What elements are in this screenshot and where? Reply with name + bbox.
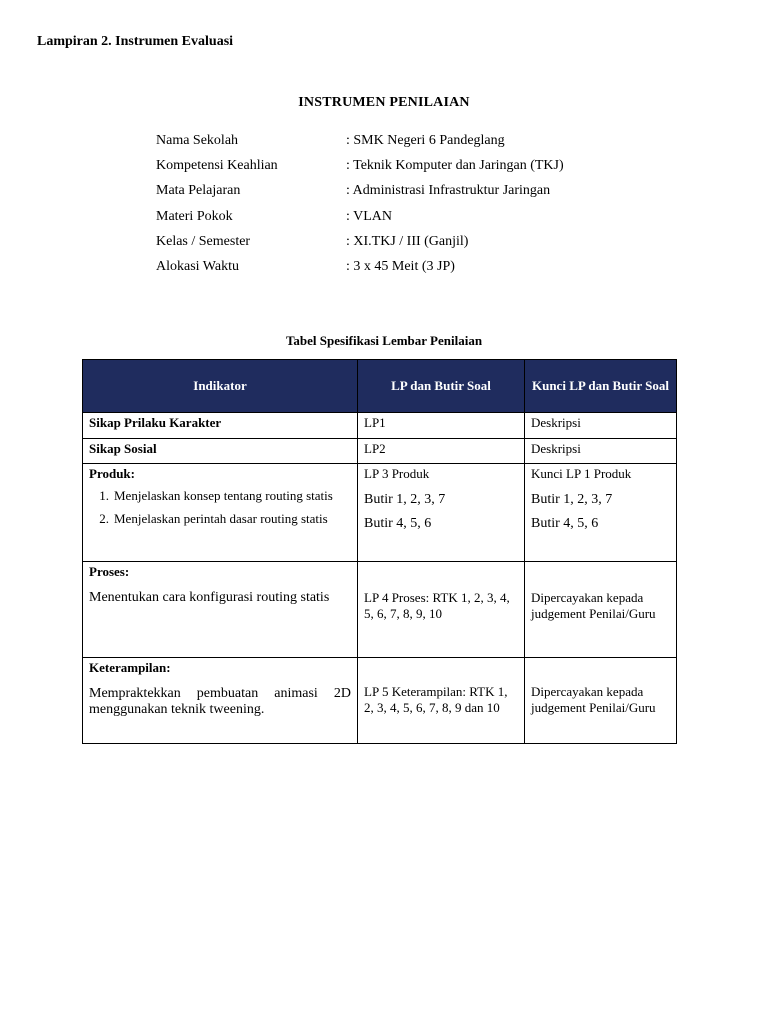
list-number: 2. bbox=[99, 511, 109, 526]
cell-indikator bbox=[83, 464, 358, 562]
proses-text: Menentukan cara konfigurasi routing statis bbox=[89, 590, 330, 605]
table-row bbox=[83, 658, 677, 744]
list-item bbox=[89, 511, 351, 527]
list-text: Menjelaskan perintah dasar routing statis bbox=[114, 511, 328, 526]
header-kunci-lp: Kunci LP dan Butir Soal bbox=[525, 360, 677, 413]
list-item bbox=[89, 488, 351, 504]
info-value: : Teknik Komputer dan Jaringan (TKJ) bbox=[346, 157, 564, 173]
cell-lp: LP1 bbox=[358, 413, 525, 439]
kunci-item: Butir 4, 5, 6 bbox=[531, 516, 599, 531]
header-lp-butir-soal: LP dan Butir Soal bbox=[358, 360, 525, 413]
list-text: Menjelaskan konsep tentang routing statis bbox=[114, 488, 333, 503]
cell-kunci bbox=[525, 562, 677, 658]
table-row bbox=[83, 464, 677, 562]
cell-indikator bbox=[83, 562, 358, 658]
info-label: Kompetensi Keahlian bbox=[156, 157, 278, 173]
keterampilan-heading: Keterampilan: bbox=[89, 660, 171, 675]
cell-lp bbox=[358, 562, 525, 658]
cell-indikator: Sikap Sosial bbox=[83, 439, 358, 464]
info-row-time-allocation bbox=[156, 254, 564, 279]
info-row-topic bbox=[156, 204, 564, 229]
cell-indikator: Sikap Prilaku Karakter bbox=[83, 413, 358, 439]
cell-lp: LP2 bbox=[358, 439, 525, 464]
info-row-subject bbox=[156, 179, 564, 204]
table-caption: Tabel Spesifikasi Lembar Penilaian bbox=[285, 333, 483, 348]
keterampilan-lp: LP 5 Keterampilan: RTK 1, 2, 3, 4, 5, 6, 7, 8, 9 dan 10 bbox=[364, 684, 508, 715]
cell-lp bbox=[358, 658, 525, 744]
table-row bbox=[83, 439, 677, 464]
header-indikator: Indikator bbox=[83, 360, 358, 413]
info-value: : Administrasi Infrastruktur Jaringan bbox=[346, 183, 551, 199]
info-value: : XI.TKJ / III (Ganjil) bbox=[346, 233, 469, 249]
cell-lp bbox=[358, 464, 525, 562]
table-header-row bbox=[83, 360, 677, 413]
cell-kunci: Deskripsi bbox=[525, 413, 677, 439]
lp-item: Butir 1, 2, 3, 7 bbox=[364, 492, 446, 507]
info-value: : VLAN bbox=[346, 208, 393, 224]
cell-indikator bbox=[83, 658, 358, 744]
document-title: INSTRUMEN PENILAIAN bbox=[298, 95, 470, 110]
table-row bbox=[83, 413, 677, 439]
info-row-school bbox=[156, 128, 564, 153]
cell-kunci bbox=[525, 658, 677, 744]
info-label: Kelas / Semester bbox=[156, 233, 251, 249]
appendix-title: Lampiran 2. Instrumen Evaluasi bbox=[37, 34, 234, 49]
specification-table bbox=[82, 359, 677, 744]
kunci-title: Kunci LP 1 Produk bbox=[531, 466, 632, 481]
keterampilan-text: Mempraktekkan pembuatan animasi 2D menggunakan teknik tweening. bbox=[89, 686, 351, 717]
produk-indicator-list bbox=[89, 488, 351, 527]
info-label: Mata Pelajaran bbox=[156, 183, 241, 199]
proses-kunci: Dipercayakan kepada judgement Penilai/Guru bbox=[531, 590, 656, 621]
cell-kunci: Deskripsi bbox=[525, 439, 677, 464]
lp-item: Butir 4, 5, 6 bbox=[364, 516, 432, 531]
table-row bbox=[83, 562, 677, 658]
kunci-item: Butir 1, 2, 3, 7 bbox=[531, 492, 613, 507]
info-row-class-semester bbox=[156, 229, 564, 254]
list-number: 1. bbox=[99, 488, 109, 503]
info-value: : 3 x 45 Meit (3 JP) bbox=[346, 259, 455, 275]
info-value: : SMK Negeri 6 Pandeglang bbox=[346, 132, 505, 148]
lp-title: LP 3 Produk bbox=[364, 466, 430, 481]
info-label: Materi Pokok bbox=[156, 208, 233, 224]
info-label: Nama Sekolah bbox=[156, 132, 239, 148]
cell-kunci bbox=[525, 464, 677, 562]
proses-lp: LP 4 Proses: RTK 1, 2, 3, 4, 5, 6, 7, 8, 9, 10 bbox=[364, 590, 510, 621]
info-row-competency bbox=[156, 153, 564, 178]
proses-heading: Proses: bbox=[89, 564, 130, 579]
info-label: Alokasi Waktu bbox=[156, 259, 239, 275]
identity-info bbox=[156, 128, 564, 280]
produk-heading: Produk: bbox=[89, 466, 135, 481]
keterampilan-kunci: Dipercayakan kepada judgement Penilai/Guru bbox=[531, 684, 656, 715]
